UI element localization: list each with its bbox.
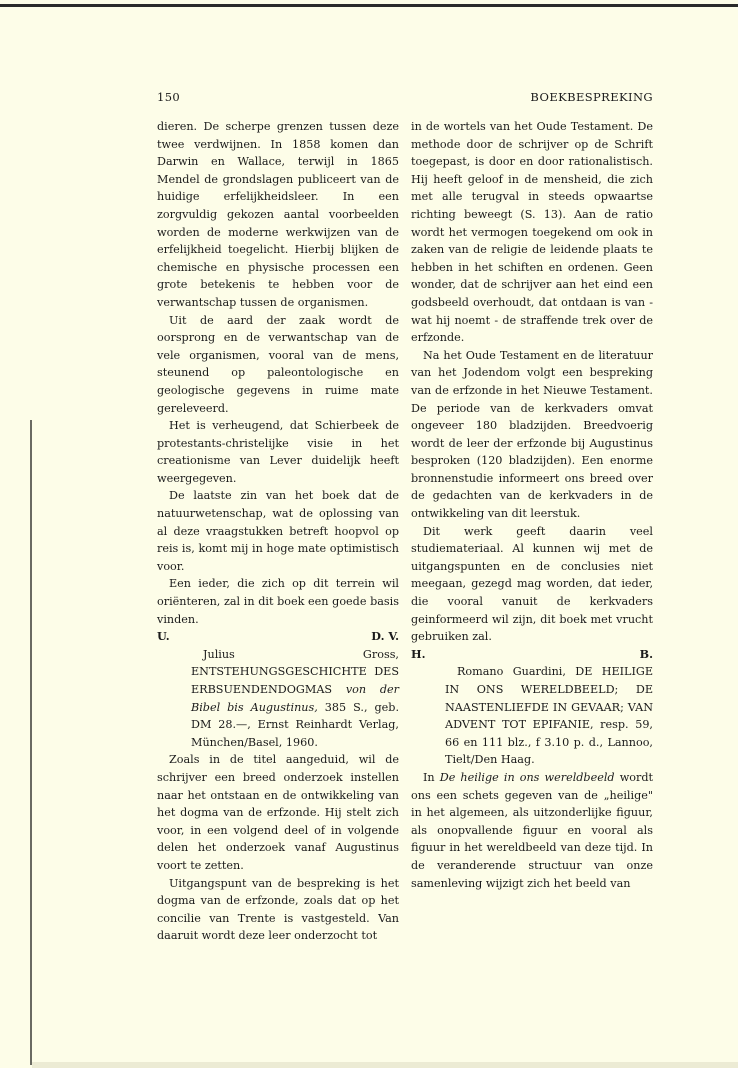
- book-subtitle: von der Bibel bis Augustinus,: [191, 683, 400, 714]
- paragraph-lead: In: [423, 770, 435, 784]
- bottom-edge-shade: [32, 1062, 738, 1068]
- paragraph: Uit de aard der zaak wordt de oorsprong en de verwantschap van de vele organismen, vooral van de mens, steunend op paleontologische en geologische gegevens in ruime mate gereleveerd.: [157, 313, 399, 415]
- paragraph-rest: wordt ons een schets gegeven van de „heilige" in het algemeen, als uitzonderlijke figuur, als onopvallende figuur en vooral als figuur in het wereldbeeld van deze tijd. In de veranderende structuur van onze samenleving wijzigt zich het beeld van: [411, 770, 654, 890]
- reviewer-signature: [157, 628, 399, 646]
- paragraph: Het is verheugend, dat Schierbeek de protestants-christelijke visie in het creationisme van Lever duidelijk heeft weergegeven.: [157, 419, 399, 485]
- bibliographic-entry: [157, 646, 399, 752]
- paragraph: Zoals in de titel aangeduid, wil de schrijver een breed onderzoek instellen naar het ontstaan en de ontwikkeling van het dogma van de erfzonde. Hij stelt zich voor, in een volgend deel of in volgende delen het onderzoek vanaf Augustinus voort te zetten.: [157, 753, 399, 872]
- bibliographic-entry: Romano Guardini, DE HEILIGE IN ONS WERELDBEELD; DE NAASTENLIEFDE IN GEVAAR; VAN ADVENT TOT EPIFANIE, resp. 59, 66 en 111 blz., f 3.10 p. d., Lannoo, Tielt/Den Haag.: [445, 665, 653, 767]
- paragraph: Uitgangspunt van de bespreking is het dogma van de erfzonde, zoals dat op het concilie van Trente is vastgesteld. Van daaruit wordt deze leer onderzocht tot: [157, 876, 399, 943]
- book-details: 385 S., geb. DM 28.—, Ernst Reinhardt Verlag, München/Basel, 1960.: [191, 700, 400, 749]
- paragraph: Een ieder, die zich op dit terrein wil oriënteren, zal in dit boek een goede basis vinden.: [157, 577, 399, 626]
- reviewer-signature: [411, 646, 653, 664]
- running-header: [157, 90, 653, 104]
- paragraph: Dit werk geeft daarin veel studiemateriaal. Al kunnen wij met de uitgangspunten en de conclusies niet meegaan, gezegd mag worden, dat ieder, die vooral vanuit de kerkvaders geinformeerd wil zijn, dit boek met vrucht gebruiken zal.: [411, 524, 653, 644]
- right-column: [411, 118, 653, 892]
- book-author-title: Julius Gross, ENTSTEHUNGSGESCHICHTE DES ERBSUENDENDOGMAS: [191, 647, 399, 696]
- book-title-italic: De heilige in ons wereldbeeld: [439, 770, 615, 784]
- paragraph: Na het Oude Testament en de literatuur van het Jodendom volgt een bespreking van de erfzonde in het Nieuwe Testament. De periode van de kerkvaders omvat ongeveer 180 bladzijden. Breedvoerig wordt de leer der erfzonde bij Augustinus besproken (120 bladzijden). Een enorme bronnenstudie informeert ons breed over de gedachten van de kerkvaders in de ontwikkeling van dit leerstuk.: [411, 348, 653, 521]
- signature-initial-left: H.: [411, 646, 426, 661]
- left-binding-edge: [30, 420, 32, 1065]
- paragraph: dieren. De scherpe grenzen tussen deze twee verdwijnen. In 1858 komen dan Darwin en Wallace, terwijl in 1865 Mendel de grondslagen publiceert van de huidige erfelijkheidsleer. In een zorgvuldig gekozen aantal voorbeelden worden de moderne werkwijzen van de erfelijkheid toegelicht. Hierbij blijken de chemische en physische processen een grote betekenis te hebben voor de verwantschap tussen de organismen.: [157, 120, 399, 309]
- paragraph: [411, 769, 653, 892]
- top-border-rule: [0, 4, 738, 7]
- signature-initial-right: B.: [639, 646, 653, 661]
- section-title: BOEKBESPREKING: [530, 90, 653, 104]
- signature-initial-right: D. V.: [371, 629, 399, 644]
- signature-initial-left: U.: [157, 629, 170, 644]
- paragraph: in de wortels van het Oude Testament. De methode door de schrijver op de Schrift toegepast, is door en door rationalistisch. Hij heeft geloof in de mensheid, die zich met alle terugval in steeds opwaartse richting beweegt (S. 13). Aan de ratio wordt het vermogen toegekend om ook in zaken van de religie de leidende plaats te hebben in het schiften en ordenen. Geen wonder, dat de schrijver aan het eind een godsbeeld overhoudt, dat ontdaan is van - wat hij noemt - de straffende trek over de erfzonde.: [411, 120, 653, 345]
- page-number: 150: [157, 90, 181, 104]
- left-column: [157, 118, 399, 945]
- paragraph: De laatste zin van het boek dat de natuurwetenschap, wat de oplossing van al deze vraagstukken betreft hoopvol op reis is, komt mij in hoge mate optimistisch voor.: [157, 489, 399, 573]
